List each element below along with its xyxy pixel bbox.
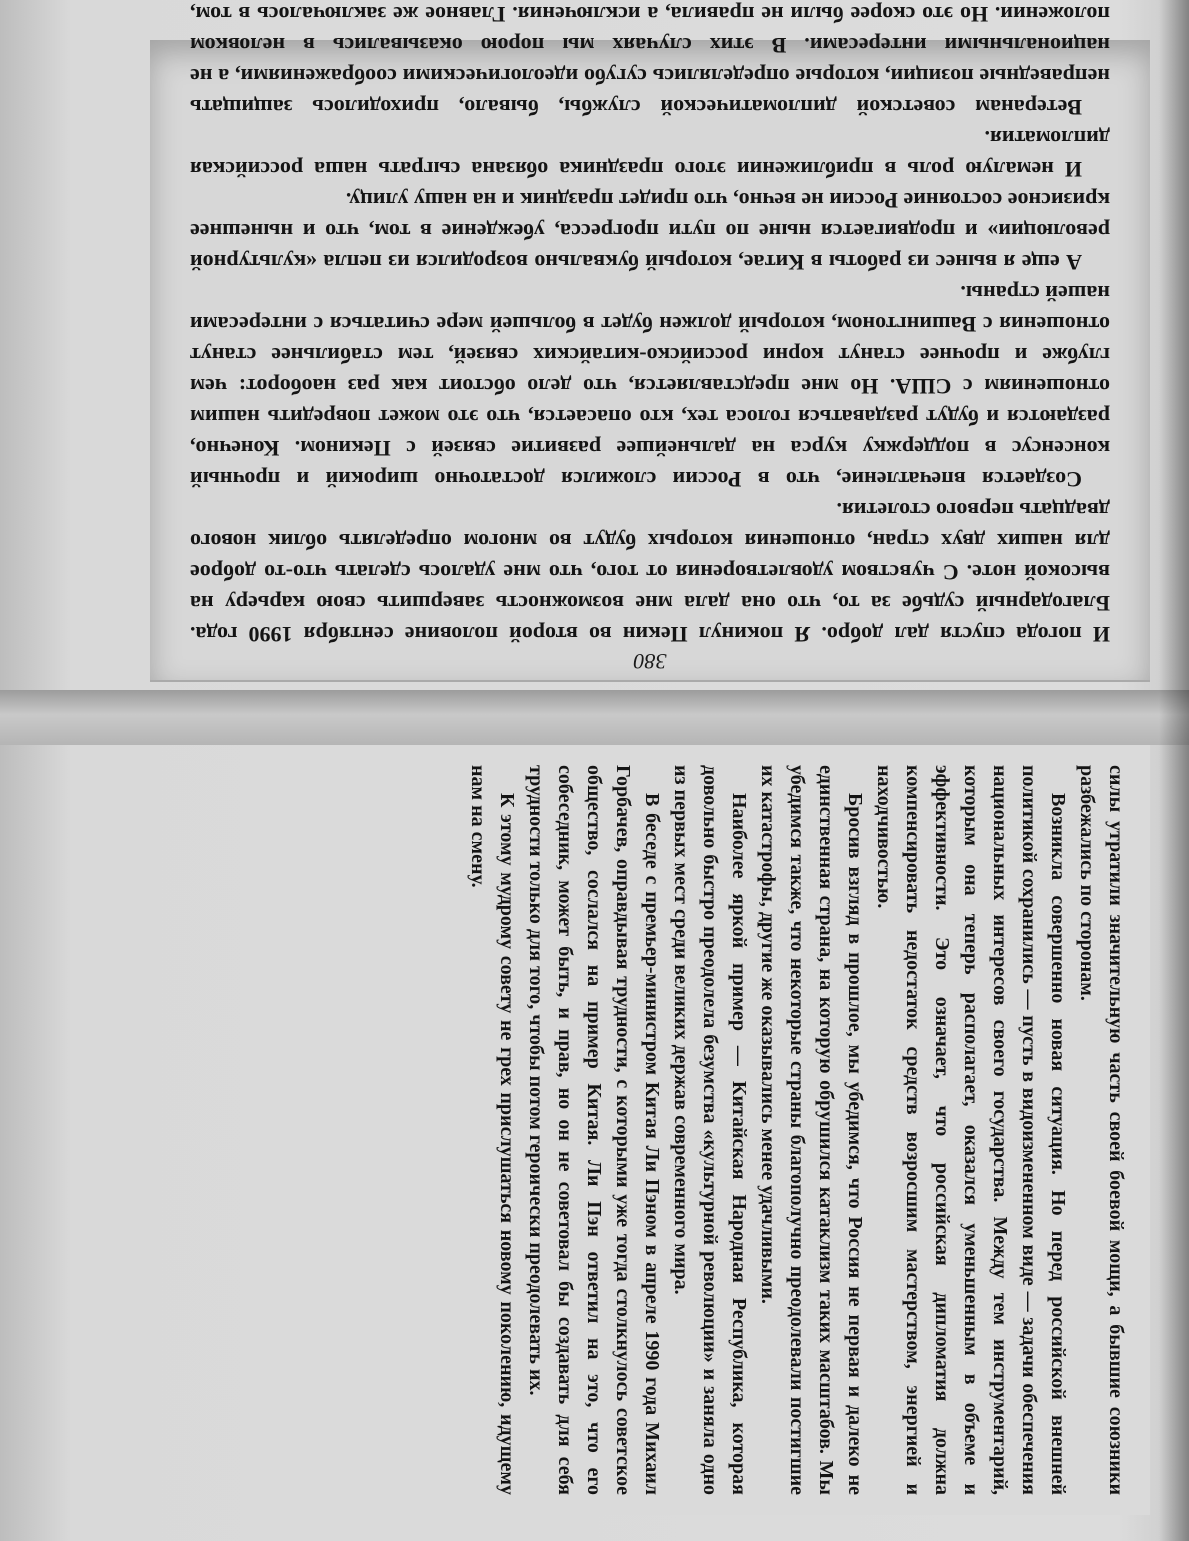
paragraph: Создается впечатление, что в России сложился достаточно широкий и прочный консенсус в поддержку курса на дальнейшее развитие связей с Пекином. Конечно, раздаются и будут раздаваться голоса тех, кто опасается, что это может повредить нашим отношениям с США. Но мне представляется, что дело обстоит как раз наоборот: чем глубже и прочнее станут корни российско-китайских связей, тем стабильнее станут отношения с Вашингтоном, который должен будет в большей мере считаться с интересами нашей страны.: [190, 281, 1110, 492]
paragraph: силы утратили значительную часть своей боевой мощи, а бывшие союзники разбежались по сторонам.: [1076, 765, 1127, 1495]
page-number: 380: [633, 649, 667, 674]
upper-page-rotated-content: [150, 2, 1150, 680]
paragraph: И немалую роль в приближении этого праздника обязана сыграть наша российская дипломатия.: [190, 126, 1110, 182]
paragraph: Наиболее яркой пример — Китайская Народная Республика, которая довольно быстро преодолела безумства «культурной революции» и заняла одно из первых мест среди великих держав современного мира.: [670, 765, 750, 1495]
upper-page: [150, 2, 1150, 682]
lower-page-text: [463, 765, 1130, 1495]
paragraph: К этому мудрому совету не грех прислушаться новому поколению, идущему нам на смену.: [467, 765, 518, 1495]
paragraph: А еще я вынес из работы в Китае, который буквально возродился из пепла «культурной революции» и продвигается ныне по пути прогресса, убеждение в том, что и нынешнее кризисное состояние России не вечно, что придет праздник и на нашу улицу.: [190, 188, 1110, 275]
lower-page-rotated-content: [300, 745, 1150, 1515]
scan-edge-shadow: [1159, 0, 1189, 1541]
paragraph: Бросив взгляд в прошлое, мы убедимся, что Россия не первая и далеко не единственная страна, на которую обрушился катаклизм таких масштабов. Мы убедимся также, что некоторые страны благополучно преодолевали постигшие их катастрофы, другие же оказывались менее удачливыми.: [757, 765, 866, 1495]
lower-page: [300, 745, 1150, 1515]
paragraph: И погода спустя дал добро. Я покинул Пекин во второй половине сентября 1990 года. Благодарный судьбе за то, что она дала мне возможность завершить свою карьеру на высокой ноте. С чувством удовлетворения от того, что мне удалось сделать что-то доброе для наших двух стран, отношения которых будут во многом определять облик нового двадцать первого столетия.: [190, 498, 1110, 647]
paragraph: Возникла совершенно новая ситуация. Но перед российской внешней политикой сохранились — пусть в видоизмененном виде — задачи обеспечения национальных интересов своего государства. Между тем инструментарий, которым она теперь располагает, оказался уменьшенным в объеме и эффективности. Это означает, что российская дипломатия должна компенсировать недостаток средств возросшим мастерством, энергией и находчивостью.: [873, 765, 1069, 1495]
paragraph: Ветеранам советской дипломатической службы, бывало, приходилось защищать неправедные позиции, которые определялись сугубо идеологическими соображениями, а не национальными интересами. В этих случаях мы порою оказывались в неловком положении. Но это скорее были не правила, а исключения. Главное же заключалось в том,: [190, 2, 1110, 120]
paragraph: В беседе с премьер-министром Китая Ли Пэном в апреле 1990 года Михаил Горбачев, оправдывая трудности, с которыми уже тогда столкнулось советское общество, сослался на пример Китая. Ли Пэн ответил на это, что его собеседник, может быть, и прав, но он не советовал бы создавать для себя трудности только для того, чтобы потом героически преодолевать их.: [525, 765, 663, 1495]
upper-page-text: [190, 0, 1110, 650]
book-gutter: [0, 690, 1189, 745]
